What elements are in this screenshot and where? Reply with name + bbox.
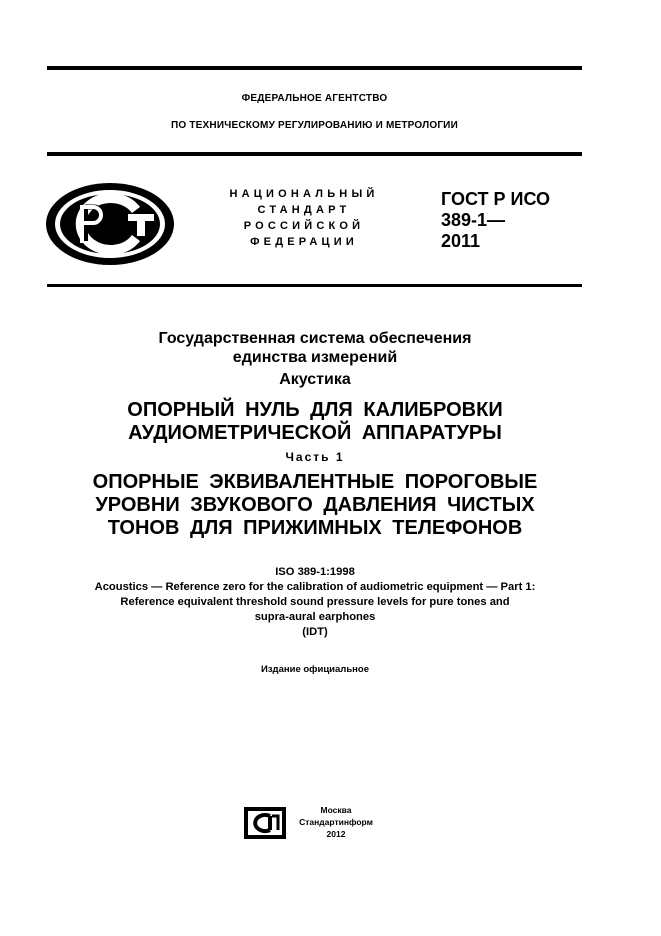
edition-label: Издание официальное	[261, 664, 369, 675]
field-label: Акустика	[279, 371, 351, 388]
national-line-1: НАЦИОНАЛЬНЫЙ	[229, 188, 379, 200]
standard-code	[441, 189, 550, 252]
publisher-info	[294, 804, 378, 840]
national-standard-label	[196, 186, 412, 250]
agency-name-line1: ФЕДЕРАЛЬНОЕ АГЕНТСТВО	[241, 93, 388, 104]
subtitle-line-3: ТОНОВ ДЛЯ ПРИЖИМНЫХ ТЕЛЕФОНОВ	[107, 517, 523, 539]
idt-label: (IDT)	[302, 626, 328, 638]
publisher-city: Москва	[320, 805, 352, 815]
standard-bottom-rule	[47, 284, 582, 287]
code-line-2: 389-1—	[441, 210, 506, 230]
iso-number: ISO 389-1:1998	[275, 566, 355, 578]
code-line-3: 2011	[441, 231, 481, 251]
main-title-line-2: АУДИОМЕТРИЧЕСКОЙ АППАРАТУРЫ	[128, 422, 502, 444]
rst-logo-icon	[44, 180, 176, 268]
english-title-line-3: supra-aural earphones	[254, 611, 376, 623]
english-title-line-1: Acoustics — Reference zero for the calibration of audiometric equipment — Part 1:	[94, 581, 536, 593]
standartinform-logo-icon	[244, 807, 286, 839]
top-rule	[47, 66, 582, 70]
subtitle-line-2: УРОВНИ ЗВУКОВОГО ДАВЛЕНИЯ ЧИСТЫХ	[95, 494, 535, 516]
agency-name-line2: ПО ТЕХНИЧЕСКОМУ РЕГУЛИРОВАНИЮ И МЕТРОЛОГИИ	[171, 120, 458, 131]
national-line-2: СТАНДАРТ	[257, 204, 351, 216]
english-title-line-2: Reference equivalent threshold sound pressure levels for pure tones and	[120, 596, 510, 608]
system-line-2: единства измерений	[232, 349, 398, 366]
code-line-1: ГОСТ Р ИСО	[441, 189, 551, 209]
system-line-1: Государственная система обеспечения	[158, 330, 472, 347]
header-bottom-rule	[47, 152, 582, 156]
publisher-year: 2012	[326, 829, 346, 839]
iso-reference	[20, 565, 610, 640]
publisher-name: Стандартинформ	[299, 817, 373, 827]
subtitle-line-1: ОПОРНЫЕ ЭКВИВАЛЕНТНЫЕ ПОРОГОВЫЕ	[92, 471, 538, 493]
part-label: Часть 1	[285, 450, 345, 464]
document-title	[40, 329, 590, 540]
main-title-line-1: ОПОРНЫЙ НУЛЬ ДЛЯ КАЛИБРОВКИ	[127, 399, 503, 421]
national-line-4: ФЕДЕРАЦИИ	[250, 236, 358, 248]
national-line-3: РОССИЙСКОЙ	[243, 220, 365, 232]
